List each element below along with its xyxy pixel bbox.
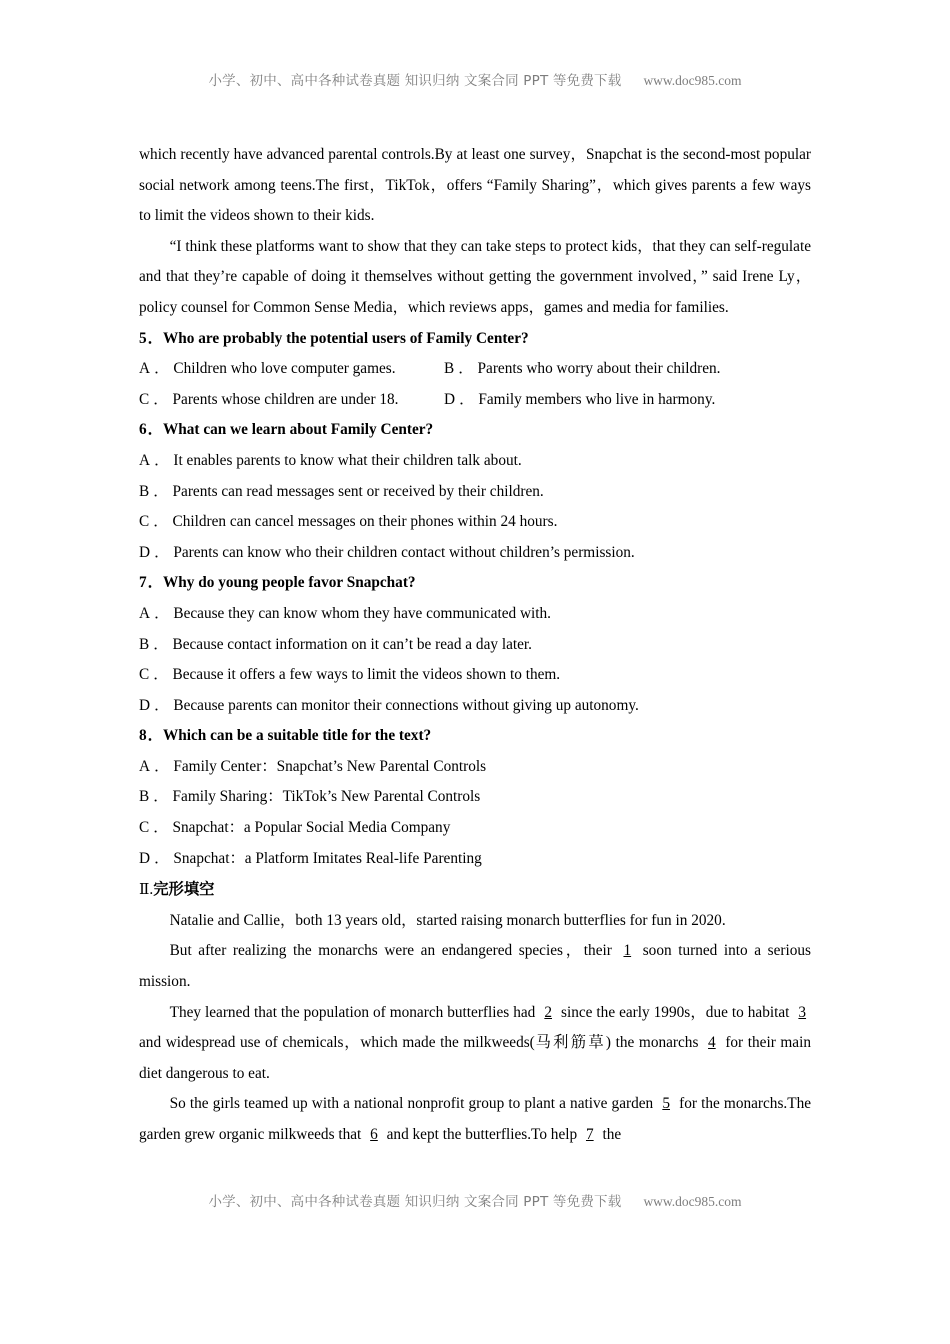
question-7-option-c[interactable] — [139, 660, 811, 691]
question-5-number: 5 — [139, 329, 147, 347]
question-6-option-a[interactable] — [139, 446, 811, 477]
question-8-separator: ． — [147, 727, 163, 745]
option-label: B — [139, 482, 150, 500]
option-label: B — [444, 360, 455, 378]
question-7-text: Why do young people favor Snapchat? — [162, 574, 416, 592]
option-separator: ． — [154, 849, 170, 867]
cloze-text: and widespread use of chemicals，which made the milkweeds( — [139, 1034, 535, 1052]
option-label: C — [139, 513, 150, 531]
cloze-text: for the monarchs.The garden grew organic milkweeds that — [139, 1095, 812, 1143]
option-text: Family Center：Snapchat’s New Parental Controls — [173, 757, 487, 775]
option-separator: ． — [153, 635, 169, 653]
option-row — [139, 354, 811, 385]
passage-paragraph-2: “I think these platforms want to show that they can take steps to protect kids，that they can self-regulate and that they’re capable of doing it themselves without getting the government involved，” said Irene Ly，policy counsel for Common Sense Media，which reviews apps，games and media for families. — [139, 237, 811, 316]
question-8-stem — [139, 721, 811, 752]
option-label: C — [139, 819, 150, 837]
question-5-stem — [139, 324, 811, 355]
question-8-option-d[interactable] — [139, 844, 811, 875]
question-6-text: What can we learn about Family Center? — [162, 421, 434, 439]
option-text: It enables parents to know what their children talk about. — [173, 451, 522, 469]
cloze-gloss-chinese: 马利筋草 — [534, 1034, 606, 1052]
cloze-text: soon turned into a serious mission. — [139, 942, 812, 991]
option-text: Because parents can monitor their connections without giving up autonomy. — [173, 696, 639, 714]
option-text: Because it offers a few ways to limit the videos shown to them. — [172, 666, 561, 684]
question-5-option-d[interactable] — [444, 385, 811, 416]
page-header — [0, 69, 950, 89]
question-5-options — [139, 354, 811, 415]
question-5-option-c[interactable] — [139, 385, 444, 416]
option-label: B — [139, 788, 150, 806]
option-separator: ． — [154, 543, 170, 561]
page-footer — [0, 1190, 950, 1210]
option-label: C — [139, 666, 150, 684]
option-label: D — [139, 849, 151, 867]
question-7-separator: ． — [147, 574, 163, 592]
question-6-option-b[interactable] — [139, 477, 811, 508]
question-8-option-a[interactable] — [139, 752, 811, 783]
option-label: D — [444, 390, 456, 408]
question-6-options — [139, 446, 811, 568]
cloze-paragraph-4 — [139, 1089, 811, 1150]
cloze-blank-5[interactable]: 5 — [662, 1095, 670, 1113]
section-title: 完形填空 — [153, 880, 215, 899]
question-6-stem — [139, 415, 811, 446]
option-text: Family Sharing：TikTok’s New Parental Controls — [172, 788, 481, 806]
option-separator: ． — [153, 513, 169, 531]
cloze-text: ) the monarchs — [605, 1034, 699, 1052]
option-separator: ． — [154, 604, 170, 622]
option-separator: ． — [153, 666, 169, 684]
option-text: Children can cancel messages on their phones within 24 hours. — [172, 513, 558, 531]
option-text: Because contact information on it can’t be read a day later. — [172, 635, 532, 653]
option-separator: ． — [154, 360, 170, 378]
question-6-number: 6 — [139, 421, 147, 439]
question-5-option-a[interactable] — [139, 354, 444, 385]
question-8-number: 8 — [139, 727, 147, 745]
question-7-option-a[interactable] — [139, 599, 811, 630]
document-body — [139, 140, 811, 1151]
question-6-option-d[interactable] — [139, 538, 811, 569]
question-7-options — [139, 599, 811, 721]
option-separator: ． — [154, 451, 170, 469]
option-text: Because they can know whom they have communicated with. — [173, 604, 552, 622]
option-text: Parents can know who their children contact without children’s permission. — [173, 543, 635, 561]
question-7-option-d[interactable] — [139, 691, 811, 722]
option-separator: ． — [458, 360, 474, 378]
cloze-blank-4[interactable]: 4 — [708, 1034, 716, 1052]
question-8-options — [139, 752, 811, 874]
passage-paragraph-1: which recently have advanced parental controls.By at least one survey，Snapchat is the second-most popular social network among teens.The first，TikTok，offers “Family Sharing”，which gives parents a few ways to limit the videos shown to their kids. — [139, 146, 811, 225]
question-8-text: Which can be a suitable title for the text? — [162, 727, 432, 745]
cloze-blank-1[interactable]: 1 — [623, 942, 632, 960]
option-text: Parents whose children are under 18. — [172, 390, 399, 408]
section-dot: . — [149, 881, 154, 899]
page-header-text: 小学、初中、高中各种试卷真题 知识归纳 文案合同 PPT 等免费下载 — [208, 73, 622, 89]
section-numeral: Ⅱ — [139, 881, 150, 899]
option-text: Family members who live in harmony. — [478, 390, 716, 408]
option-label: A — [139, 757, 151, 775]
section-heading-cloze — [139, 874, 811, 906]
option-separator: ． — [459, 390, 475, 408]
question-7-option-b[interactable] — [139, 630, 811, 661]
option-text: Snapchat：a Platform Imitates Real-life Parenting — [173, 849, 482, 867]
question-7-stem — [139, 568, 811, 599]
cloze-text: since the early 1990s，due to habitat — [561, 1003, 790, 1021]
cloze-blank-7[interactable]: 7 — [585, 1126, 594, 1143]
question-5-separator: ． — [147, 329, 163, 347]
option-separator: ． — [153, 819, 169, 837]
question-5-option-b[interactable] — [444, 354, 811, 385]
cloze-text: and kept the butterflies.To help — [386, 1126, 578, 1143]
cloze-blank-6[interactable]: 6 — [370, 1126, 378, 1143]
option-separator: ． — [153, 390, 169, 408]
question-5-text: Who are probably the potential users of Family Center? — [162, 329, 529, 347]
cloze-text: for their main diet dangerous to eat. — [139, 1034, 811, 1082]
page-footer-text: 小学、初中、高中各种试卷真题 知识归纳 文案合同 PPT 等免费下载 — [208, 1194, 622, 1210]
cloze-text: So the girls teamed up with a national nonprofit group to plant a native garden — [169, 1095, 654, 1113]
cloze-text: But after realizing the monarchs were an endangered species，their — [169, 942, 612, 960]
page-header-url: www.doc985.com — [643, 73, 742, 88]
option-text: Snapchat：a Popular Social Media Company — [172, 819, 451, 837]
option-label: A — [139, 451, 151, 469]
page-footer-url: www.doc985.com — [643, 1194, 742, 1209]
question-8-option-b[interactable] — [139, 782, 811, 813]
option-separator: ． — [154, 757, 170, 775]
option-row — [139, 385, 811, 416]
option-label: A — [139, 604, 151, 622]
question-6-option-c[interactable] — [139, 507, 811, 538]
option-label: A — [139, 360, 151, 378]
option-label: D — [139, 696, 151, 714]
option-separator: ． — [153, 788, 169, 806]
question-7-number: 7 — [139, 574, 147, 592]
cloze-paragraph-3 — [139, 998, 811, 1090]
option-text: Parents can read messages sent or received by their children. — [172, 482, 544, 500]
cloze-paragraph-2 — [139, 936, 811, 997]
cloze-text: They learned that the population of monarch butterflies had — [169, 1003, 536, 1021]
option-label: D — [139, 543, 151, 561]
option-text: Children who love computer games. — [173, 360, 396, 378]
cloze-paragraph-1: Natalie and Callie，both 13 years old，started raising monarch butterflies for fun in 2020. — [169, 911, 726, 929]
question-6-separator: ． — [147, 421, 163, 439]
option-text: Parents who worry about their children. — [477, 360, 721, 378]
option-label: B — [139, 635, 150, 653]
option-separator: ． — [153, 482, 169, 500]
option-label: C — [139, 390, 150, 408]
cloze-blank-3[interactable]: 3 — [798, 1003, 807, 1021]
question-8-option-c[interactable] — [139, 813, 811, 844]
cloze-text: the — [602, 1126, 622, 1143]
cloze-blank-2[interactable]: 2 — [544, 1003, 552, 1021]
option-separator: ． — [154, 696, 170, 714]
